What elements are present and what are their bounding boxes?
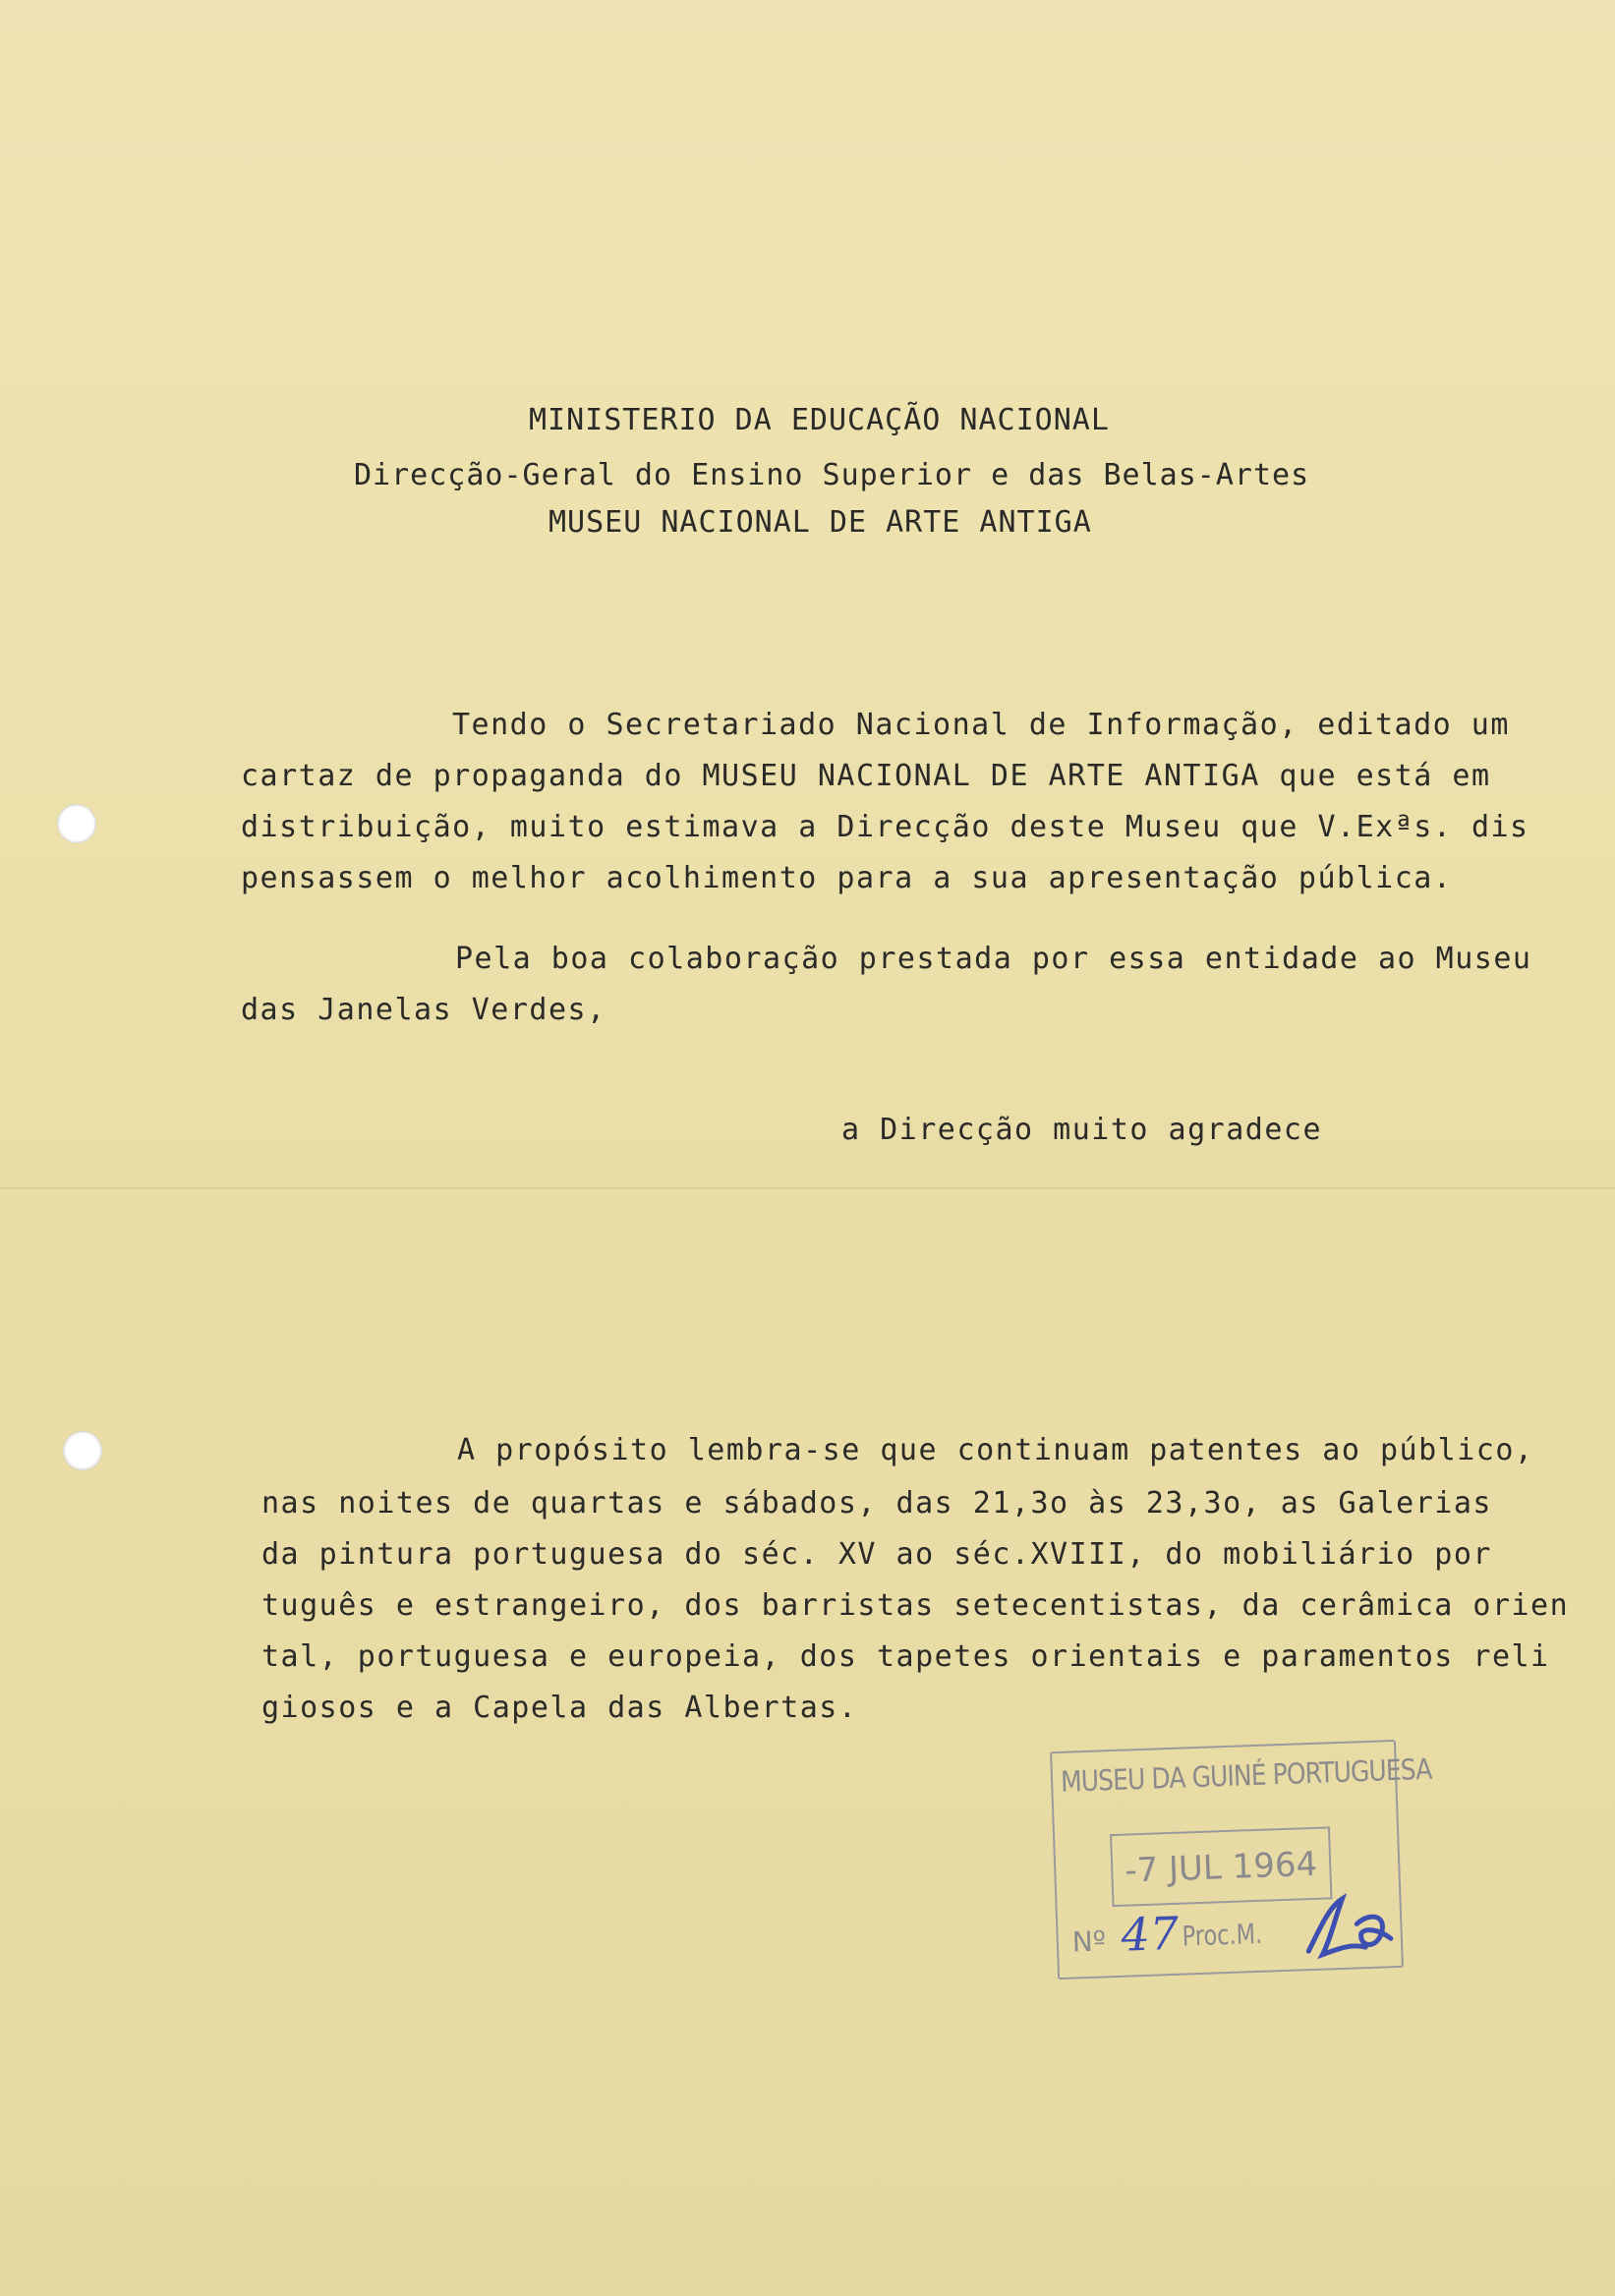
paragraph-line: tuguês e estrangeiro, dos barristas setecentistas, da cerâmica orien (261, 1588, 1570, 1623)
paper-fold (0, 1187, 1615, 1189)
closing-line: a Direcção muito agradece (841, 1113, 1323, 1147)
paragraph-line: tal, portuguesa e europeia, dos tapetes orientais e paramentos reli (261, 1639, 1550, 1674)
handwritten-initials-icon (1298, 1887, 1400, 1969)
stamp-number-label: Nº (1071, 1924, 1107, 1959)
stamp-date: -7 JUL 1964 (1124, 1844, 1318, 1891)
museum-name: MUSEU NACIONAL DE ARTE ANTIGA (548, 505, 1092, 540)
stamp-institution: MUSEU DA GUINÉ PORTUGUESA (1060, 1751, 1432, 1799)
paragraph-line: Tendo o Secretariado Nacional de Informação, editado um (452, 708, 1510, 742)
museum-stamp (1050, 1740, 1432, 1980)
paragraph-line: das Janelas Verdes, (241, 993, 606, 1027)
paragraph-line: distribuição, muito estimava a Direcção deste Museu que V.Exªs. dis (241, 810, 1529, 844)
paragraph-line: A propósito lembra-se que continuam patentes ao público, (457, 1433, 1534, 1467)
paragraph-line: da pintura portuguesa do séc. XV ao séc.XVIII, do mobiliário por (261, 1537, 1492, 1572)
stamp-process-label: Proc.M. (1182, 1917, 1263, 1953)
paragraph-line: cartaz de propaganda do MUSEU NACIONAL DE ARTE ANTIGA que está em (241, 759, 1491, 793)
paragraph-line: Pela boa colaboração prestada por essa entidade ao Museu (455, 942, 1532, 976)
punch-hole (57, 804, 96, 843)
ministry-name: MINISTERIO DA EDUCAÇÃO NACIONAL (529, 403, 1110, 437)
paragraph-line: pensassem o melhor acolhimento para a sua apresentação pública. (241, 861, 1453, 895)
stamp-handwritten-number: 47 (1120, 1906, 1181, 1962)
directorate-name: Direcção-Geral do Ensino Superior e das Belas-Artes (354, 458, 1310, 492)
punch-hole (63, 1431, 102, 1470)
paragraph-line: nas noites de quartas e sábados, das 21,3o às 23,3o, as Galerias (261, 1486, 1492, 1521)
paragraph-line: giosos e a Capela das Albertas. (261, 1691, 858, 1725)
